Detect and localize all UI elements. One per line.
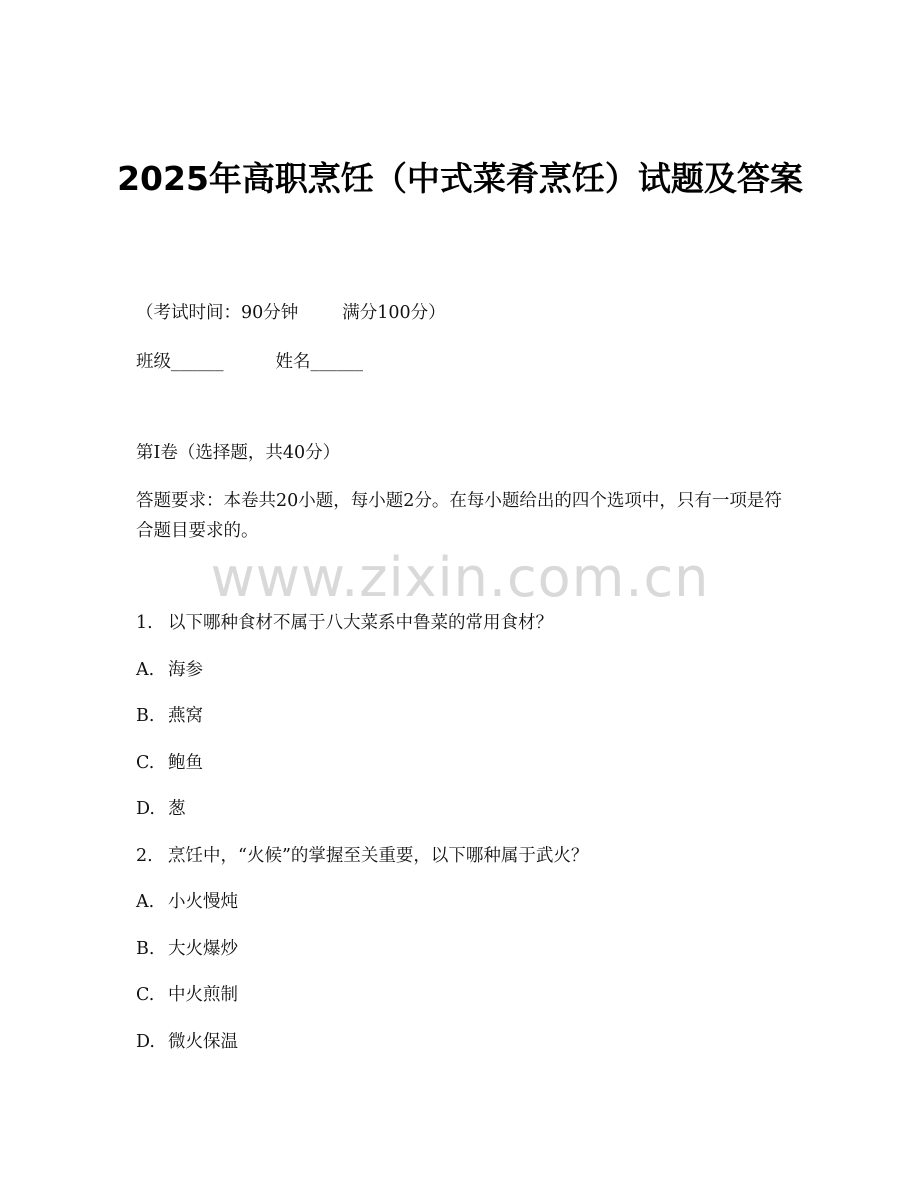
option-letter: C. (136, 753, 155, 773)
class-label: 班级 (136, 352, 171, 372)
exam-full-score: 满分100分） (342, 303, 446, 323)
document-title: 2025年高职烹饪（中式菜肴烹饪）试题及答案 (117, 159, 803, 198)
question-1-option-b (136, 703, 203, 729)
question-1-option-a (136, 657, 203, 683)
option-text: 大火爆炒 (168, 939, 238, 959)
option-text: 葱 (168, 799, 186, 819)
option-text: 鲍鱼 (168, 753, 203, 773)
section-instructions: 答题要求：本卷共20小题，每小题2分。在每小题给出的四个选项中，只有一项是符合题目要求的。 (136, 491, 782, 541)
question-1-option-c (136, 750, 203, 776)
question-2-option-d (136, 1029, 238, 1055)
question-2-option-c (136, 982, 238, 1008)
option-letter: C. (136, 985, 155, 1005)
option-letter: A. (136, 660, 155, 680)
student-fields (136, 349, 363, 375)
question-number: 1. (136, 613, 153, 633)
option-letter: B. (136, 706, 155, 726)
name-blank: ______ (310, 352, 363, 372)
question-1 (136, 610, 553, 636)
name-label: 姓名 (275, 352, 311, 372)
option-text: 小火慢炖 (168, 892, 238, 912)
question-text: 烹饪中，“火候”的掌握至关重要，以下哪种属于武火？ (168, 846, 589, 866)
watermark: www.zixin.com.cn (210, 546, 710, 609)
question-2 (136, 843, 588, 869)
option-letter: B. (136, 939, 155, 959)
question-2-option-a (136, 889, 238, 915)
exam-info (136, 300, 446, 326)
question-2-option-b (136, 936, 238, 962)
exam-time: （考试时间：90分钟 (136, 303, 299, 323)
class-blank: ______ (171, 352, 224, 372)
option-letter: D. (136, 1032, 155, 1052)
option-text: 微火保温 (168, 1032, 238, 1052)
option-text: 燕窝 (168, 706, 203, 726)
question-1-option-d (136, 796, 186, 822)
option-letter: D. (136, 799, 155, 819)
question-number: 2. (136, 846, 153, 866)
section-heading: 第I卷（选择题，共40分） (136, 443, 341, 463)
question-text: 以下哪种食材不属于八大菜系中鲁菜的常用食材？ (168, 613, 553, 633)
option-letter: A. (136, 892, 155, 912)
option-text: 海参 (168, 660, 203, 680)
option-text: 中火煎制 (168, 985, 238, 1005)
